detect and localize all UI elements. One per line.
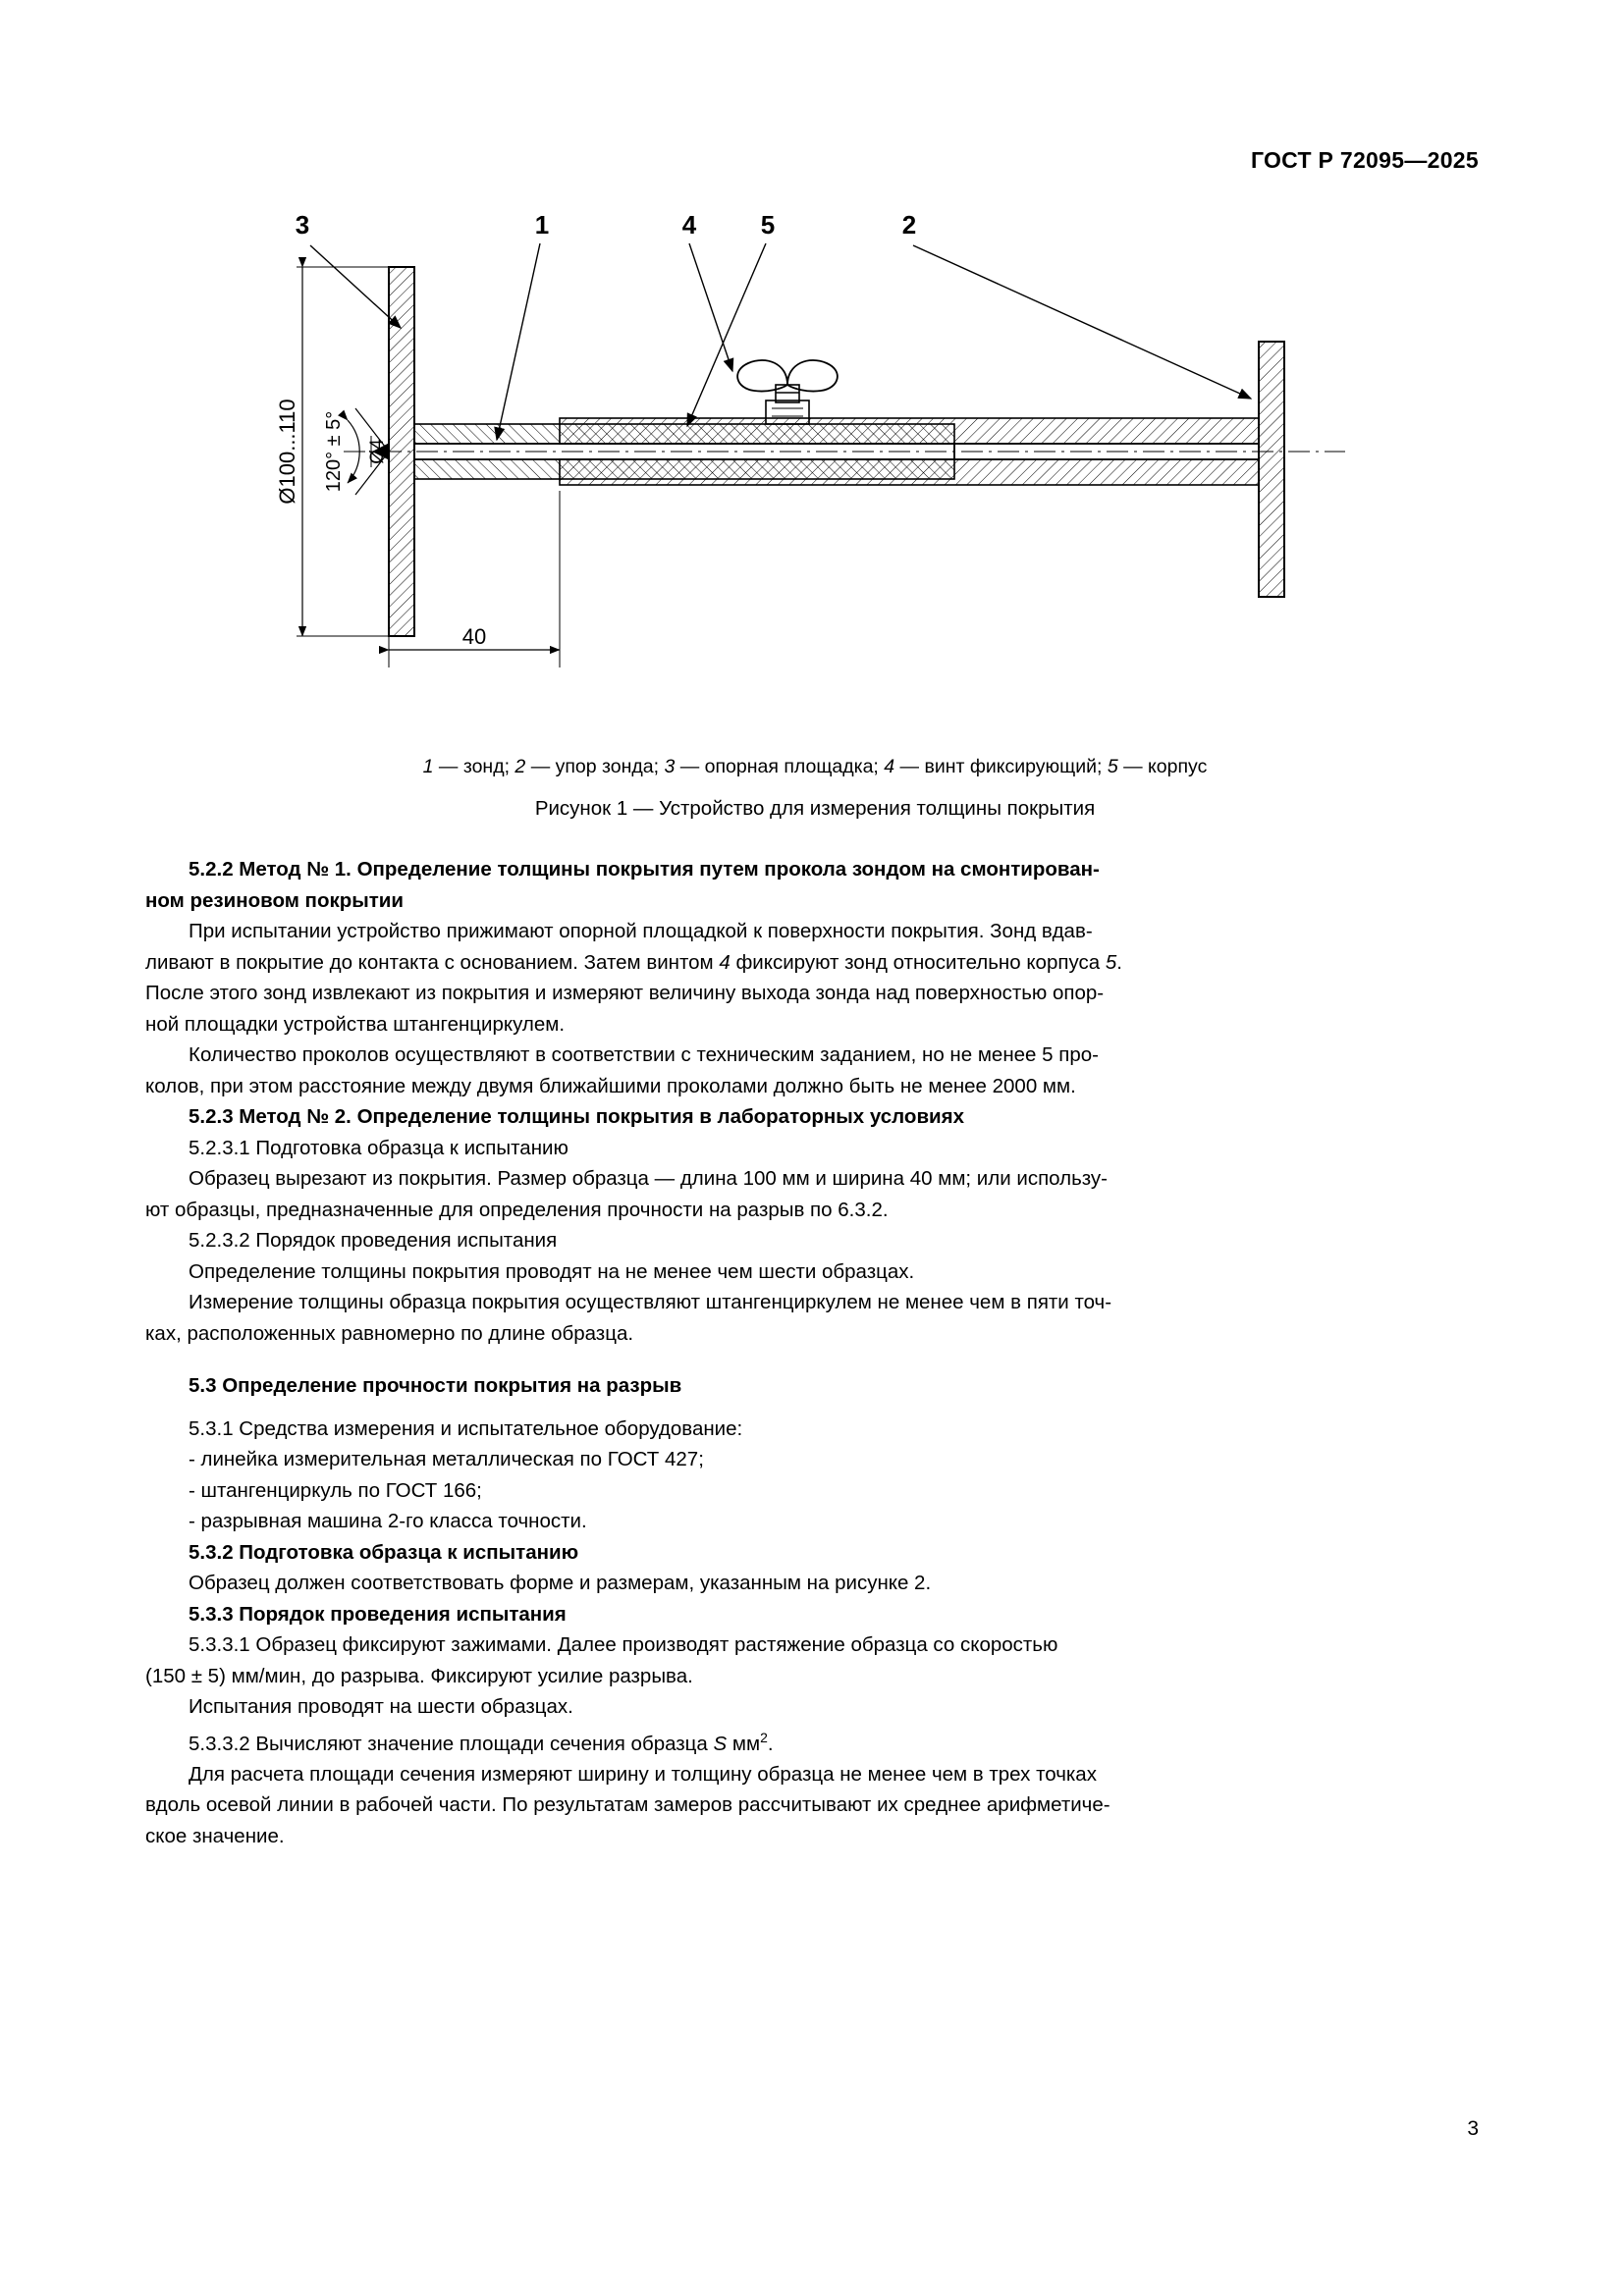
- heading-5-2-2-line2: ном резиновом покрытии: [145, 888, 404, 912]
- symbol-S: S: [713, 1732, 728, 1755]
- heading-5-2-3: 5.2.3 Метод № 2. Определение толщины покрытия в лабораторных условиях: [189, 1105, 965, 1128]
- callout-5: 5: [760, 210, 776, 240]
- ref-body-5: 5: [1105, 950, 1117, 974]
- paragraph-5-line1: Измерение толщины образца покрытия осуществляют штангенциркулем не менее чем в пяти точ-: [189, 1291, 1112, 1313]
- document-body: [145, 854, 1479, 1851]
- paragraph-1-line2: [145, 947, 1479, 979]
- paragraph-10-c: .: [767, 1732, 774, 1755]
- paragraph-10-a: 5.3.3.2 Вычисляют значение площади сечения образца: [189, 1732, 714, 1755]
- paragraph-1-line2-a: ливают в покрытие до контакта с основанием. Затем винтом: [145, 950, 720, 974]
- paragraph-2-line2: колов, при этом расстояние между двумя ближайшими проколами должно быть не менее 2000 мм.: [145, 1074, 1076, 1097]
- paragraph-1-line2-c: .: [1116, 950, 1122, 974]
- page-number: 3: [1467, 2117, 1479, 2140]
- paragraph-1-line2-b: фиксируют зонд относительно корпуса: [730, 950, 1106, 974]
- heading-5-2-2-line1: 5.2.2 Метод № 1. Определение толщины покрытия путем прокола зондом на смонтирован-: [189, 858, 1100, 881]
- paragraph-7: Образец должен соответствовать форме и размерам, указанным на рисунке 2.: [189, 1572, 932, 1594]
- dim-angle-label: 120° ± 5°: [323, 410, 345, 493]
- list-item-ruler: - линейка измерительная металлическая по ГОСТ 427;: [189, 1448, 704, 1470]
- paragraph-10: [145, 1723, 1479, 1759]
- legend-label-3: опорная площадка: [704, 756, 874, 777]
- heading-5-3-3: 5.3.3 Порядок проведения испытания: [189, 1602, 567, 1626]
- list-item-tensile-machine: - разрывная машина 2-го класса точности.: [189, 1510, 587, 1532]
- callout-2: 2: [901, 210, 917, 240]
- figure-1-svg: [245, 206, 1404, 736]
- ref-screw-4: 4: [719, 950, 731, 974]
- paragraph-3-line2: ют образцы, предназначенные для определения прочности на разрыв по 6.3.2.: [145, 1198, 889, 1221]
- paragraph-9: Испытания проводят на шести образцах.: [189, 1695, 573, 1718]
- callout-3: 3: [295, 210, 310, 240]
- callout-4: 4: [681, 210, 697, 240]
- list-item-caliper: - штангенциркуль по ГОСТ 166;: [189, 1478, 482, 1502]
- paragraph-8-line2: (150 ± 5) мм/мин, до разрыва. Фиксируют усилие разрыва.: [145, 1664, 693, 1687]
- paragraph-2-line1: Количество проколов осуществляют в соответствии с техническим заданием, но не менее 5 про-: [189, 1043, 1099, 1066]
- legend-label-2: упор зонда: [555, 756, 654, 777]
- paragraph-1-line4: ной площадки устройства штангенциркулем.: [145, 1012, 566, 1036]
- paragraph-11-line1: Для расчета площади сечения измеряют ширину и толщину образца не менее чем в трех точках: [189, 1762, 1097, 1786]
- figure-legend: 1 — зонд; 2 — упор зонда; 3 — опорная площадка; 4 — винт фиксирующий; 5 — корпус: [422, 756, 1208, 777]
- paragraph-4: Определение толщины покрытия проводят на не менее чем шести образцах.: [189, 1259, 915, 1283]
- heading-5-3-2: 5.3.2 Подготовка образца к испытанию: [189, 1540, 579, 1564]
- paragraph-10-b: мм: [727, 1732, 761, 1755]
- paragraph-5-3-1: 5.3.1 Средства измерения и испытательное оборудование:: [189, 1416, 743, 1440]
- paragraph-1-line1: При испытании устройство прижимают опорной площадкой к поверхности покрытия. Зонд вдав-: [189, 920, 1093, 942]
- paragraph-8-line1: 5.3.3.1 Образец фиксируют зажимами. Далее производят растяжение образца со скоростью: [189, 1633, 1058, 1656]
- legend-label-4: винт фиксирующий: [924, 756, 1097, 777]
- dim-probe-diameter-label: Ø4: [367, 439, 388, 464]
- figure-caption: Рисунок 1 — Устройство для измерения толщины покрытия: [534, 797, 1096, 820]
- paragraph-11-line3: ское значение.: [145, 1824, 285, 1847]
- exponent-2: 2: [760, 1729, 768, 1745]
- paragraph-11-line2: вдоль осевой линии в рабочей части. По результатам замеров рассчитывают их среднее арифметиче-: [145, 1793, 1110, 1817]
- legend-label-1: зонд: [462, 756, 505, 777]
- heading-5-3: 5.3 Определение прочности покрытия на разрыв: [189, 1374, 682, 1397]
- paragraph-1-line3: После этого зонд извлекают из покрытия и измеряют величину выхода зонда над поверхностью опор-: [145, 982, 1105, 1004]
- callout-1: 1: [534, 210, 550, 240]
- legend-label-5: корпус: [1148, 756, 1208, 777]
- figure-1-device-drawing: [245, 206, 1404, 736]
- dim-diameter-label: Ø100...110: [275, 399, 299, 505]
- heading-5-2-3-2: 5.2.3.2 Порядок проведения испытания: [189, 1229, 558, 1252]
- dim-length-label: 40: [461, 624, 487, 649]
- page-header-standard: ГОСТ Р 72095—2025: [1250, 147, 1479, 173]
- paragraph-5-line2: ках, расположенных равномерно по длине образца.: [145, 1321, 634, 1345]
- heading-5-2-3-1: 5.2.3.1 Подготовка образца к испытанию: [189, 1136, 568, 1159]
- paragraph-3-line1: Образец вырезают из покрытия. Размер образца — длина 100 мм и ширина 40 мм; или использу-: [189, 1167, 1109, 1190]
